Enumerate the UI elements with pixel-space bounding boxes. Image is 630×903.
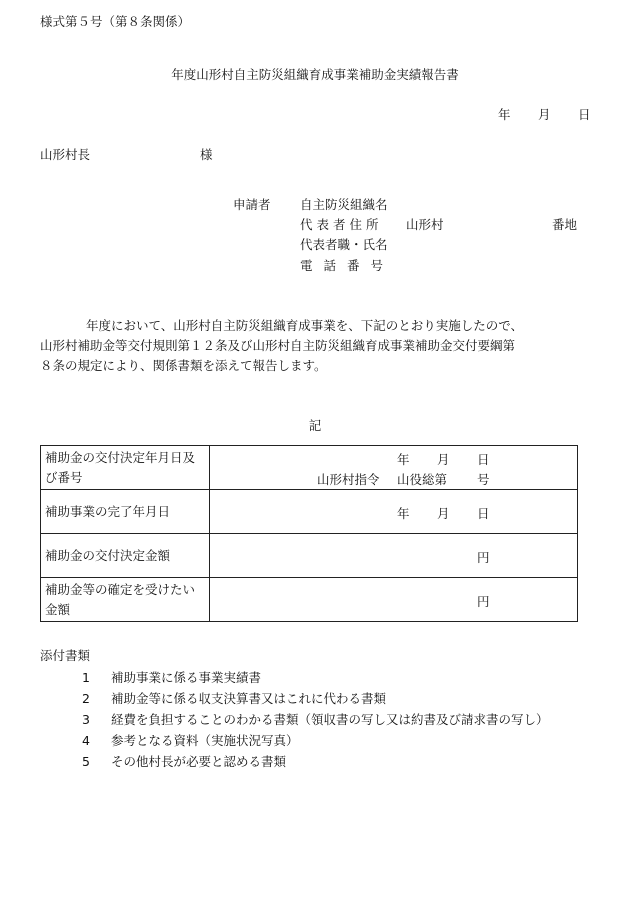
decision-month: 月 [437, 452, 450, 467]
body-paragraph [40, 316, 590, 376]
date-line [498, 107, 591, 123]
title-name-label: 代表者職・氏名 [300, 237, 388, 252]
row-label: 補助事業の完了年月日 [41, 490, 210, 534]
item-text: 補助金等に係る収支決算書又はこれに代わる書類 [111, 691, 387, 706]
attachments-list [82, 667, 549, 772]
completion-year: 年 [397, 506, 410, 521]
item-number: 4 [82, 733, 90, 748]
table-row [41, 490, 578, 534]
confirmed-amount-yen: 円 [477, 594, 490, 609]
item-text: その他村長が必要と認める書類 [111, 754, 287, 769]
addressee-name: 山形村長 [40, 147, 91, 162]
document-title: 年度山形村自主防災組織育成事業補助金実績報告書 [171, 67, 459, 82]
item-number: 2 [82, 691, 90, 706]
row-label: 補助金の交付決定年月日及び番号 [41, 446, 210, 490]
report-table [40, 445, 578, 622]
item-text: 補助事業に係る事業実績書 [111, 670, 262, 685]
body-line-3: ８条の規定により、関係書類を添えて報告します。 [40, 358, 327, 373]
body-line-1: 年度において、山形村自主防災組織育成事業を、下記のとおり実施したので、 [86, 318, 524, 333]
ki-heading: 記 [308, 418, 322, 433]
row-label: 補助金等の確定を受けたい金額 [41, 578, 210, 622]
decision-year: 年 [397, 452, 410, 467]
item-number: 1 [82, 670, 90, 685]
completion-month: 月 [437, 506, 450, 521]
completion-date-cell [210, 490, 578, 534]
row-label: 補助金の交付決定金額 [41, 534, 210, 578]
list-item [82, 751, 549, 772]
list-item [82, 688, 549, 709]
item-number: 5 [82, 754, 90, 769]
list-item [82, 730, 549, 751]
date-day: 日 [578, 107, 591, 122]
decision-office: 山役総第 [397, 472, 448, 487]
address-banchi: 番地 [552, 217, 578, 232]
date-month: 月 [538, 107, 551, 122]
item-text: 参考となる資料（実施状況写真） [111, 733, 299, 748]
table-row [41, 534, 578, 578]
address-label: 代表者住所 [300, 217, 383, 232]
decision-prefix: 山形村指令 [317, 472, 380, 487]
item-text: 経費を負担することのわかる書類（領収書の写し又は約書及び請求書の写し） [111, 712, 549, 727]
phone-label: 電話番号 [300, 258, 395, 273]
applicant-label: 申請者 [233, 197, 271, 212]
item-number: 3 [82, 712, 90, 727]
decision-amount-yen: 円 [477, 550, 490, 565]
decision-date-number-cell [210, 446, 578, 490]
org-name-label: 自主防災組織名 [300, 197, 388, 212]
attachments-title: 添付書類 [40, 648, 91, 663]
confirmed-amount-cell [210, 578, 578, 622]
body-line-2: 山形村補助金等交付規則第１２条及び山形村自主防災組織育成事業補助金交付要綱第 [40, 338, 516, 353]
decision-day: 日 [477, 452, 490, 467]
completion-day: 日 [477, 506, 490, 521]
form-number: 様式第５号（第８条関係） [40, 14, 191, 29]
list-item [82, 709, 549, 730]
addressee-honorific: 様 [200, 147, 213, 162]
decision-amount-cell [210, 534, 578, 578]
address-village: 山形村 [406, 217, 444, 232]
table-row [41, 578, 578, 622]
table-row [41, 446, 578, 490]
addressee [40, 147, 213, 163]
list-item [82, 667, 549, 688]
date-year: 年 [498, 107, 511, 122]
decision-number-suffix: 号 [477, 472, 490, 487]
